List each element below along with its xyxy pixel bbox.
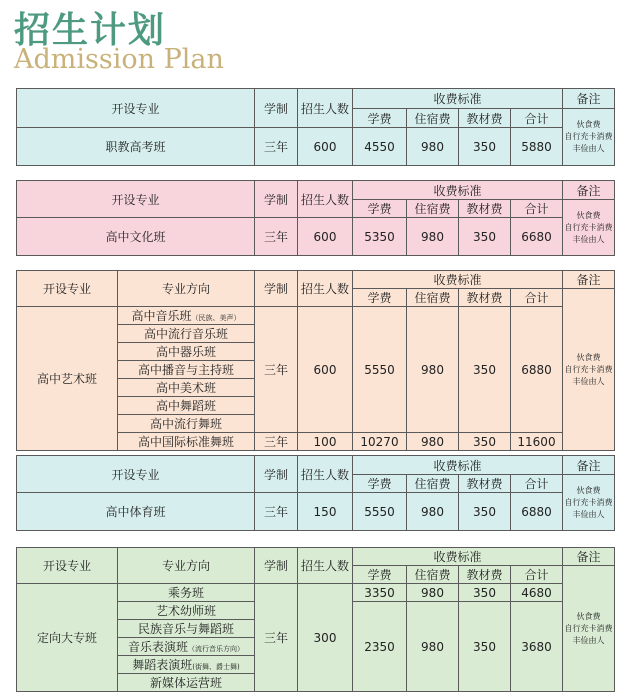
- direction-cell: [118, 307, 255, 325]
- direction-cell: 高中器乐班: [118, 343, 255, 361]
- dorm-cell: 980: [407, 307, 459, 433]
- major-cell: 定向大专班: [17, 584, 118, 692]
- remark-cell: [563, 566, 615, 692]
- header-tuition: 学费: [353, 289, 407, 307]
- remark-line: 自行充卡消费: [564, 364, 613, 374]
- major-cell: 高中文化班: [17, 218, 255, 256]
- remark-line: 伙食费: [576, 120, 601, 129]
- direction-note: （民族、美声）: [191, 314, 241, 322]
- dorm-cell: 980: [407, 433, 459, 451]
- tuition-cell: 10270: [353, 433, 407, 451]
- remark-line: 自行充卡消费: [564, 222, 613, 232]
- header-major: 开设专业: [17, 548, 118, 584]
- direction-cell: 新媒体运营班: [118, 674, 255, 692]
- direction-cell: [118, 656, 255, 674]
- total-cell: 5880: [511, 128, 563, 166]
- tuition-cell: 5550: [353, 307, 407, 433]
- header-total: 合计: [511, 109, 563, 128]
- header-dorm: 住宿费: [407, 289, 459, 307]
- direction-cell: [118, 638, 255, 656]
- header-duration: 学制: [255, 548, 298, 584]
- header-remark: 备注: [563, 89, 615, 109]
- direction-cell: 高中舞蹈班: [118, 397, 255, 415]
- header-dorm: 住宿费: [407, 475, 459, 493]
- tuition-cell: 2350: [353, 602, 407, 692]
- page-title: 招生计划: [14, 9, 167, 51]
- total-cell: 6680: [511, 218, 563, 256]
- direction-cell: 高中播音与主持班: [118, 361, 255, 379]
- table-high-school-culture: [16, 180, 615, 256]
- enroll-cell: 300: [298, 584, 353, 692]
- header-enroll: 招生人数: [298, 456, 353, 493]
- header-duration: 学制: [255, 456, 298, 493]
- duration-cell: 三年: [255, 307, 298, 433]
- table-directed-college: [16, 547, 615, 692]
- remark-line: 丰俭由人: [572, 376, 605, 386]
- tuition-cell: 5350: [353, 218, 407, 256]
- duration-cell: 三年: [255, 218, 298, 256]
- header-remark: 备注: [563, 181, 615, 200]
- remark-cell: [563, 475, 615, 531]
- header-major: 开设专业: [17, 89, 255, 128]
- direction-note: （流行音乐方向）: [188, 645, 244, 653]
- tuition-cell: 3350: [353, 584, 407, 602]
- header-tuition: 学费: [353, 200, 407, 218]
- direction-cell: 高中美术班: [118, 379, 255, 397]
- direction-note: (街舞、爵士舞): [192, 663, 240, 671]
- header-major: 开设专业: [17, 181, 255, 218]
- dorm-cell: 980: [407, 584, 459, 602]
- duration-cell: 三年: [255, 584, 298, 692]
- header-enroll: 招生人数: [298, 548, 353, 584]
- direction-cell: 高中流行舞班: [118, 415, 255, 433]
- header-direction: 专业方向: [118, 271, 255, 307]
- direction-cell: 高中流行音乐班: [118, 325, 255, 343]
- page-subtitle: Admission Plan: [14, 44, 224, 75]
- total-cell: 4680: [511, 584, 563, 602]
- enroll-cell: 100: [298, 433, 353, 451]
- header-remark: 备注: [563, 456, 615, 475]
- duration-cell: 三年: [255, 493, 298, 531]
- remark-line: 自行充卡消费: [564, 623, 613, 633]
- dorm-cell: 980: [407, 602, 459, 692]
- books-cell: 350: [459, 128, 511, 166]
- direction-name: 音乐表演班: [127, 640, 188, 654]
- remark-line: 自行充卡消费: [564, 132, 613, 141]
- remark-line: 丰俭由人: [572, 234, 605, 244]
- header-direction: 专业方向: [118, 548, 255, 584]
- table-vocational-exam: [16, 88, 615, 166]
- table-row: [17, 307, 615, 325]
- direction-cell: 艺术幼师班: [118, 602, 255, 620]
- header-books: 教材费: [459, 200, 511, 218]
- direction-cell: 高中国际标准舞班: [118, 433, 255, 451]
- header-tuition: 学费: [353, 566, 407, 584]
- header-dorm: 住宿费: [407, 200, 459, 218]
- header-remark: 备注: [563, 548, 615, 566]
- books-cell: 350: [459, 493, 511, 531]
- header-remark: 备注: [563, 271, 615, 289]
- remark-line: 伙食费: [576, 485, 601, 495]
- books-cell: 350: [459, 307, 511, 433]
- header-fees: 收费标准: [353, 456, 563, 475]
- remark-cell: [563, 109, 615, 166]
- direction-name: 高中音乐班: [131, 309, 192, 323]
- header-dorm: 住宿费: [407, 566, 459, 584]
- table-high-school-art: [16, 270, 615, 451]
- major-cell: 高中艺术班: [17, 307, 118, 451]
- total-cell: 6880: [511, 493, 563, 531]
- remark-line: 自行充卡消费: [564, 497, 613, 507]
- dorm-cell: 980: [407, 128, 459, 166]
- header-total: 合计: [511, 475, 563, 493]
- table-row: [17, 218, 615, 256]
- duration-cell: 三年: [255, 433, 298, 451]
- remark-cell: [563, 200, 615, 256]
- enroll-cell: 600: [298, 218, 353, 256]
- remark-line: 丰俭由人: [572, 144, 605, 153]
- header-fees: 收费标准: [353, 271, 563, 289]
- header-duration: 学制: [255, 89, 298, 128]
- tuition-cell: 4550: [353, 128, 407, 166]
- header-major: 开设专业: [17, 271, 118, 307]
- enroll-cell: 600: [298, 128, 353, 166]
- header-dorm: 住宿费: [407, 109, 459, 128]
- header-enroll: 招生人数: [298, 89, 353, 128]
- total-cell: 6880: [511, 307, 563, 433]
- header-books: 教材费: [459, 289, 511, 307]
- remark-line: 丰俭由人: [572, 509, 605, 519]
- remark-line: 伙食费: [576, 611, 601, 621]
- table-row: [17, 584, 615, 602]
- header-total: 合计: [511, 289, 563, 307]
- header-tuition: 学费: [353, 475, 407, 493]
- remark-cell: [563, 289, 615, 451]
- header-enroll: 招生人数: [298, 271, 353, 307]
- books-cell: 350: [459, 218, 511, 256]
- table-row: [17, 128, 615, 166]
- total-cell: 3680: [511, 602, 563, 692]
- header-tuition: 学费: [353, 109, 407, 128]
- books-cell: 350: [459, 433, 511, 451]
- direction-cell: 民族音乐与舞蹈班: [118, 620, 255, 638]
- header-enroll: 招生人数: [298, 181, 353, 218]
- duration-cell: 三年: [255, 128, 298, 166]
- header-books: 教材费: [459, 109, 511, 128]
- enroll-cell: 150: [298, 493, 353, 531]
- header-duration: 学制: [255, 181, 298, 218]
- header-major: 开设专业: [17, 456, 255, 493]
- total-cell: 11600: [511, 433, 563, 451]
- dorm-cell: 980: [407, 218, 459, 256]
- header-fees: 收费标准: [353, 89, 563, 109]
- major-cell: 职教高考班: [17, 128, 255, 166]
- major-cell: 高中体育班: [17, 493, 255, 531]
- header-books: 教材费: [459, 475, 511, 493]
- header-fees: 收费标准: [353, 548, 563, 566]
- header-duration: 学制: [255, 271, 298, 307]
- dorm-cell: 980: [407, 493, 459, 531]
- remark-line: 伙食费: [576, 352, 601, 362]
- remark-line: 丰俭由人: [572, 635, 605, 645]
- direction-cell: 乘务班: [118, 584, 255, 602]
- header-fees: 收费标准: [353, 181, 563, 200]
- header-total: 合计: [511, 200, 563, 218]
- table-high-school-sports: [16, 455, 615, 531]
- tuition-cell: 5550: [353, 493, 407, 531]
- remark-line: 伙食费: [576, 210, 601, 220]
- header-total: 合计: [511, 566, 563, 584]
- books-cell: 350: [459, 584, 511, 602]
- enroll-cell: 600: [298, 307, 353, 433]
- table-row: [17, 493, 615, 531]
- books-cell: 350: [459, 602, 511, 692]
- header-books: 教材费: [459, 566, 511, 584]
- direction-name: 舞蹈表演班: [132, 658, 193, 672]
